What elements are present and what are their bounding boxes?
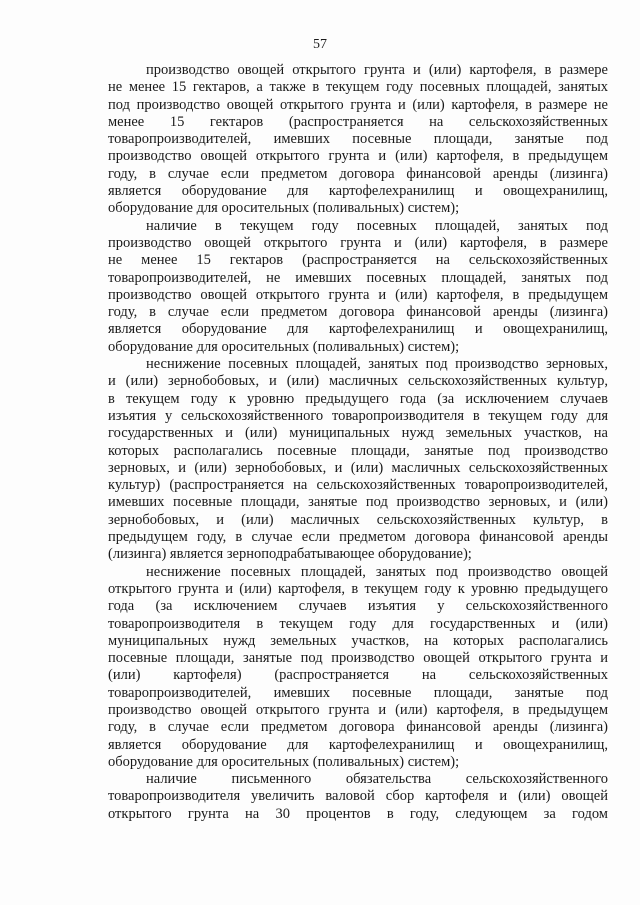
text-line: (или) картофеля) (распространяется на сельскохозяйственных — [108, 667, 608, 684]
text-line: году, в случае если предметом договора финансовой аренды (лизинга) — [108, 304, 608, 321]
text-line: является оборудование для картофелехранилищ и овощехранилищ, — [108, 736, 608, 753]
text-line: товаропроизводителей, имевших посевные площади, занятые под — [108, 684, 608, 701]
text-line: оборудование для оросительных (поливальных) систем); — [108, 338, 460, 355]
text-line: производство овощей открытого грунта и (или) картофеля, в предыдущем — [108, 701, 608, 718]
paragraph — [108, 771, 608, 823]
text-line: государственных и (или) муниципальных нужд земельных участков, на — [108, 425, 608, 442]
paragraph — [108, 564, 608, 772]
document-body — [108, 62, 608, 823]
text-line: культур) (распространяется на сельскохозяйственных товаропроизводителей, — [108, 477, 608, 494]
text-line: предыдущем году, в случае если предметом договора финансовой аренды — [108, 529, 608, 546]
text-line: которых располагались посевные площади, занятые под производство — [108, 442, 608, 459]
text-line: производство овощей открытого грунта и (или) картофеля, в размере — [146, 62, 608, 78]
page-number: 57 — [313, 37, 327, 52]
text-line: наличие в текущем году посевных площадей, занятых под — [146, 217, 608, 234]
text-line: не менее 15 гектаров, а также в текущем году посевных площадей, занятых — [108, 79, 608, 96]
text-line: оборудование для оросительных (поливальных) систем); — [108, 200, 460, 217]
text-line: году, в случае если предметом договора финансовой аренды (лизинга) — [108, 165, 608, 182]
text-line: открытого грунта и (или) картофеля, в текущем году к уровню предыдущего — [108, 580, 608, 597]
text-line: является оборудование для картофелехранилищ и овощехранилищ, — [108, 183, 608, 200]
paragraph — [108, 62, 608, 218]
text-line: открытого грунта на 30 процентов в году, следующем за годом — [108, 805, 608, 822]
paragraph — [108, 218, 608, 356]
text-line: не менее 15 гектаров (распространяется на сельскохозяйственных — [108, 252, 608, 269]
text-line: производство овощей открытого грунта и (или) картофеля, в размере — [108, 234, 608, 251]
text-line: менее 15 гектаров (распространяется на сельскохозяйственных — [108, 113, 608, 130]
text-line: неснижение посевных площадей, занятых под производство зерновых, — [146, 356, 608, 373]
text-line: под производство овощей открытого грунта и (или) картофеля, в размере не — [108, 96, 608, 113]
text-line: (лизинга) является зерноподрабатывающее оборудование); — [108, 546, 472, 563]
text-line: посевные площади, занятые под производство овощей открытого грунта и — [108, 650, 608, 667]
text-line: оборудование для оросительных (поливальных) систем); — [108, 753, 460, 770]
text-line: муниципальных нужд земельных участков, на которых располагались — [108, 632, 608, 649]
text-line: зернобобовых, и (или) масличных сельскохозяйственных культур, в — [108, 511, 608, 528]
text-line: году, в случае если предметом договора финансовой аренды (лизинга) — [108, 719, 608, 736]
text-line: изъятия у сельскохозяйственного товаропроизводителя в текущем году для — [108, 407, 608, 424]
text-line: товаропроизводителей, не имевших посевных площадей, занятых под — [108, 269, 608, 286]
paragraph — [108, 356, 608, 564]
text-line: производство овощей открытого грунта и (или) картофеля, в предыдущем — [108, 286, 608, 303]
text-line: товаропроизводителя увеличить валовой сбор картофеля и (или) овощей — [108, 788, 608, 805]
text-line: наличие письменного обязательства сельскохозяйственного — [146, 771, 608, 788]
text-line: года (за исключением случаев изъятия у сельскохозяйственного — [108, 598, 608, 615]
text-line: неснижение посевных площадей, занятых под производство овощей — [146, 563, 608, 580]
text-line: в текущем году к уровню предыдущего года (за исключением случаев — [108, 390, 608, 407]
text-line: товаропроизводителя в текущем году для государственных и (или) — [108, 615, 608, 632]
text-line: имевших посевные площади, занятые под производство зерновых, и (или) — [108, 494, 608, 511]
text-line: производство овощей открытого грунта и (или) картофеля, в предыдущем — [108, 148, 608, 165]
text-line: и (или) зернобобовых, и (или) масличных сельскохозяйственных культур, — [108, 373, 608, 390]
text-line: является оборудование для картофелехранилищ и овощехранилищ, — [108, 321, 608, 338]
text-line: зерновых, и (или) зернобобовых, и (или) масличных сельскохозяйственных — [108, 459, 608, 476]
text-line: товаропроизводителей, имевших посевные площади, занятые под — [108, 131, 608, 148]
